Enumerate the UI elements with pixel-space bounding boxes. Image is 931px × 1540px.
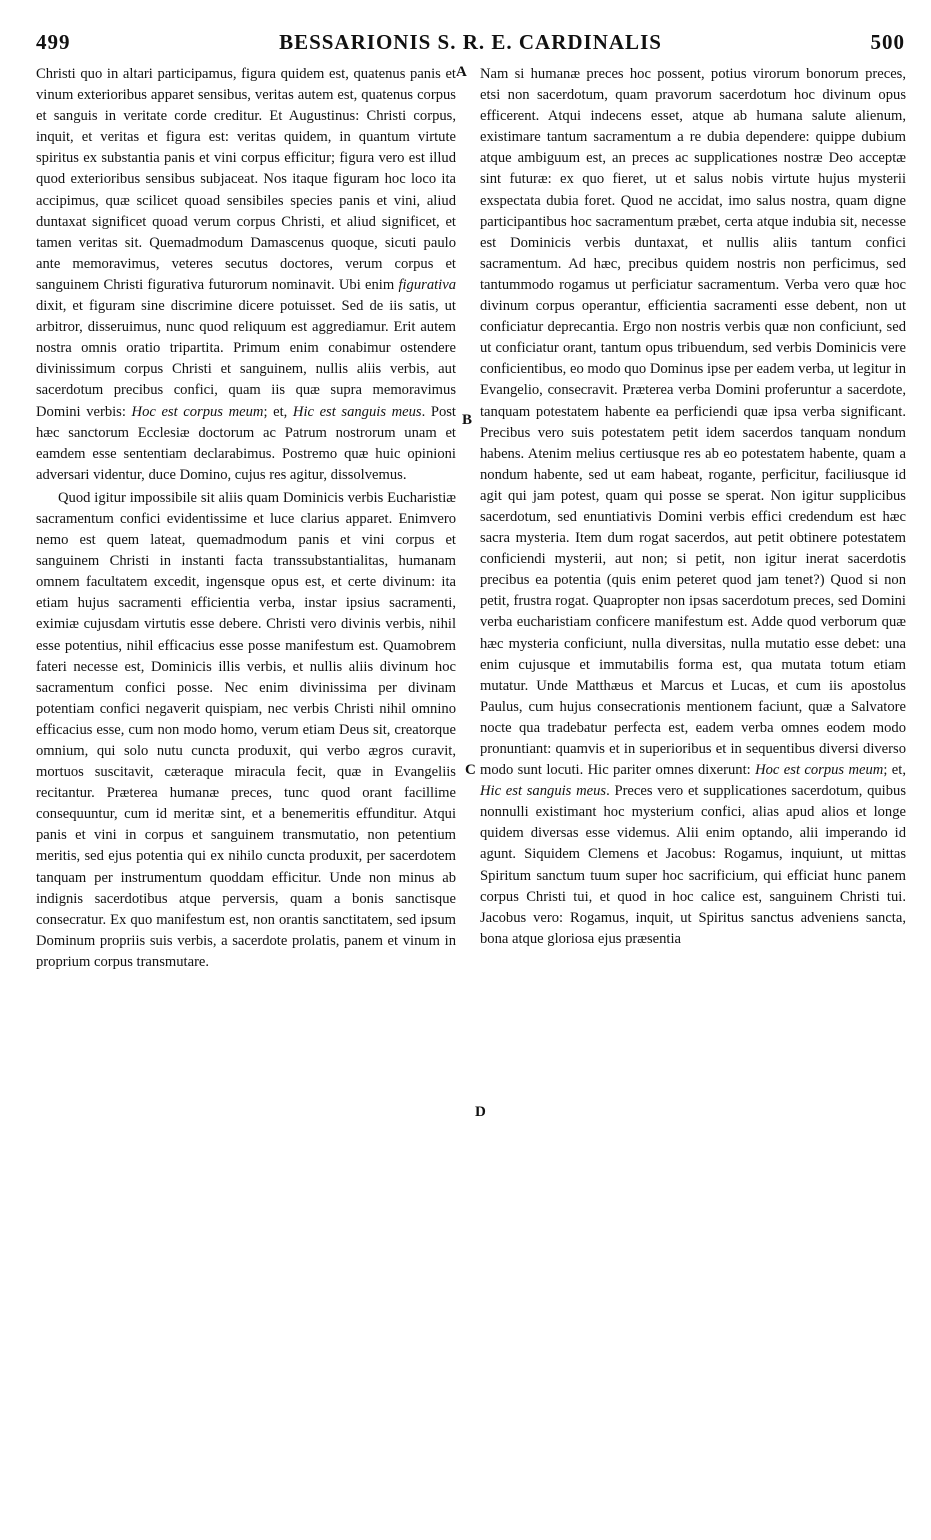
page-number-left: 499 bbox=[36, 30, 71, 54]
text-run: dixit, et figuram sine discrimine dicere potuisset. Sed de iis satis, ut arbitror, disseruimus, nunc quod reliquum est aggrediamur. Erit autem nostra omnis oratio tripartita. Primum enim conabimur ostendere divinissimum corpus Christi et sanguinem, nullis aliis verbis, aut sacerdotum precibus confici, quam iis quæ supra memoravimus Domini verbis: bbox=[36, 298, 456, 420]
left-column bbox=[36, 64, 456, 973]
quote-italic: Hoc est corpus meum bbox=[755, 762, 884, 779]
text-run: Christi quo in altari participamus, figura quidem est, quatenus panis et vinum exterioribus apparet sensibus, veritas autem est, quatenus corpus et sanguis in veritate corde creditur. Et Augustinus: Christi corpus, inquit, et veritas et figura est: veritas quidem, in quantum virtute spiritus ex substantia panis et vini corpus efficitur; figura vero est illud quod exterioribus sensibus subjaceat. Nos itaque figuram hoc loco ita accipimus, quæ scilicet quoad sensibiles species panis et vini, aliud duntaxat significet quoad verum corpus Christi, et aliud significet, et tamen veritas sit. Quemadmodum Damascenus quoque, sicuti paulo ante memoravimus, veteres secutus doctores, verum corpus et sanguinem Christi figurativa futurorum nominavit. Ubi enim bbox=[36, 66, 456, 293]
section-marker-b: B bbox=[462, 412, 473, 428]
section-marker-d: D bbox=[475, 1104, 486, 1120]
right-column bbox=[480, 64, 906, 950]
italic-term: figurativa bbox=[398, 276, 457, 293]
section-marker-c: C bbox=[465, 762, 476, 778]
page-number-right: 500 bbox=[870, 30, 905, 54]
text-run: ; et, bbox=[263, 403, 288, 420]
left-paragraph-2: Quod igitur impossibile sit aliis quam Dominicis verbis Eucharistiæ sacramentum confici evidentissime et luce clarius apparet. Enimvero nemo est quem lateat, quemadmodum panis et vini corpus et sanguinem Christi in instanti facta transsubstantialitas, humanam omnem facultatem excedit, ingensque opus est, et certe divinum: ita etiam hujus sacramenti efficientia verba, instar ipsius sacramenti, eximiæ cujusdam virtutis esse debere. Christi vero divinis verbis, nihil esse potentius, nihil efficacius esse posse manifestum est. Quamobrem fateri necesse est, Dominicis illis verbis, et nullis aliis divinum hoc sacramentum confici posse. Nec enim divinissima per divinam potentiam confici negaverit quispiam, nec verbis Christi nihil omnino efficacius esse, cum non modo homo, verum etiam Deus sit, creatorque omnium, qui solo nutu cuncta produxit, qui verbo ægros curavit, mortuos suscitavit, cæteraque miracula fecit, quæ in Evangeliis recitantur. Præterea humanæ preces, tunc quod orant facillime consequuntur, cum id meritæ sint, et a benemeritis effunditur. Atqui panis et vini in corpus et sanguinem transmutatio, non petentium meritis, sed ejus potentia qui ex nihilo cuncta produxit, per sacerdotem tanquam per instrumentum quoddam efficitur. Unde non minus ab indignis sacerdotibus atque perversis, quam a bonis sanctisque consecratur. Ex quo manifestum est, non orantis sanctitatem, sed ipsum Dominum propriis suis verbis, a sacerdote prolatis, panem et vinum in proprium corpus transmutare. bbox=[36, 489, 456, 970]
text-run: Nam si humanæ preces hoc possent, potius virorum bonorum preces, etsi non sacerdotum, quam pravorum sacerdotum hoc divinum opus efficerent. Atqui indecens esset, atque ab humana salute alienum, existimare tantum sacramentum a re dubia dependere: quippe dubium atque ambiguum est, an preces ac supplicationes nostræ Deo acceptæ sint futuræ: ex quo fieret, ut et salus nobis virtute hujus mysterii exspectata dubia foret. Quod ne accidat, imo salus nostra, quam digne participantibus hoc sacramentum præbet, certa atque indubia sit, necesse est Dominicis verbis duntaxat, et nullis aliis tantum confici sacramentum. Ad hæc, precibus quidem nostris non perficimus, sed tantummodo rogamus ut perficiatur sacramentum. Verba vero quæ hoc divinum corpus operantur, efficientia sacramenti esse debent, non ut conficiatur deprecantia. Ergo non nostris verbis quæ non conficiunt, sed ut conficiatur orant, tantum opus tribuendum, sed verbis Dominicis vere conficientibus, eo modo quo Dominus ipse per eadem verba, ut legitur in Evangelio, consecravit. Præterea verba Domini proferuntur a sacerdote, tanquam potestatem habente ea perficiendi quæ ipsa verba significant. Precibus vero suis potestatem petit idem sacerdos tanquam nondum habens. Atenim melius certiusque res ab eo potestatem habente, quam a nondum habente, sed ut eam habeat, rogante, perficitur, faciliusque id agit qui jam potest, quam qui posse se sperat. Non igitur supplicibus sacerdotum, sed enuntiativis Domini verbis effici credendum est hæc sacra mysteria. Item dum rogat sacerdos, aut petit obtinere potestatem conficiendi mysterii, aut non; si petit, non igitur inerat sacerdotis precibus ea potentia (quis enim peteret quod jam tenet?) Quod si non petit, frustra rogat. Quapropter non ipsas sacerdotum preces, sed Domini verba eucharistiam conficere manifestum est. Adde quod verborum quæ hæc mysteria conficiunt, nulla diversitas, nulla mutatio esse debet: una enim cujusque et immutabilis forma est, qua mutata totum etiam mutatur. Unde Matthæus et Marcus et Lucas, et cum iis apostolus Paulus, cum hujus consecrationis mentionem faciunt, quæ a Salvatore nocte qua tradebatur perfecta est, eadem verba omnes eodem modo pronuntiant: quamvis et in superioribus et in sequentibus diversi diverso modo sunt locuti. Hic pariter omnes dixerunt: bbox=[480, 66, 906, 779]
quote-italic: Hoc est corpus meum bbox=[131, 403, 264, 420]
quote-italic: Hic est sanguis meus bbox=[292, 403, 422, 420]
text-run: . Preces vero et supplicationes sacerdotum, quibus nonnulli existimant hoc mysterium confici, alias apud alios et longe quidem diversas esse videmus. Alii enim optando, alii imperando id agunt. Siquidem Clemens et Jacobus: Rogamus, inquiunt, ut mittas Spiritum sanctum tuum super hoc sacrificium, qui efficiat hunc panem corpus Christi tui, et quod in hoc calice est, sanguinem Christi tui. Jacobus vero: Rogamus, inquit, ut Spiritus sanctus adveniens sancta, bona atque gloriosa ejus præsentia bbox=[480, 783, 906, 947]
right-paragraph-1 bbox=[480, 64, 906, 950]
running-header bbox=[36, 30, 905, 60]
left-paragraph-1 bbox=[36, 64, 456, 486]
text-run: . Post hæc sanctorum Ecclesiæ doctorum ac Patrum nostrorum unam et eamdem esse sententiam declarabimus. Postremo quæ huic opinioni adversari videntur, duce Domino, cujus res agitur, dissolvemus. bbox=[36, 403, 456, 483]
section-marker-a: A bbox=[456, 64, 467, 80]
running-title: BESSARIONIS S. R. E. CARDINALIS bbox=[279, 30, 662, 54]
text-run: ; et, bbox=[883, 762, 906, 779]
quote-italic: Hic est sanguis meus bbox=[480, 783, 607, 800]
